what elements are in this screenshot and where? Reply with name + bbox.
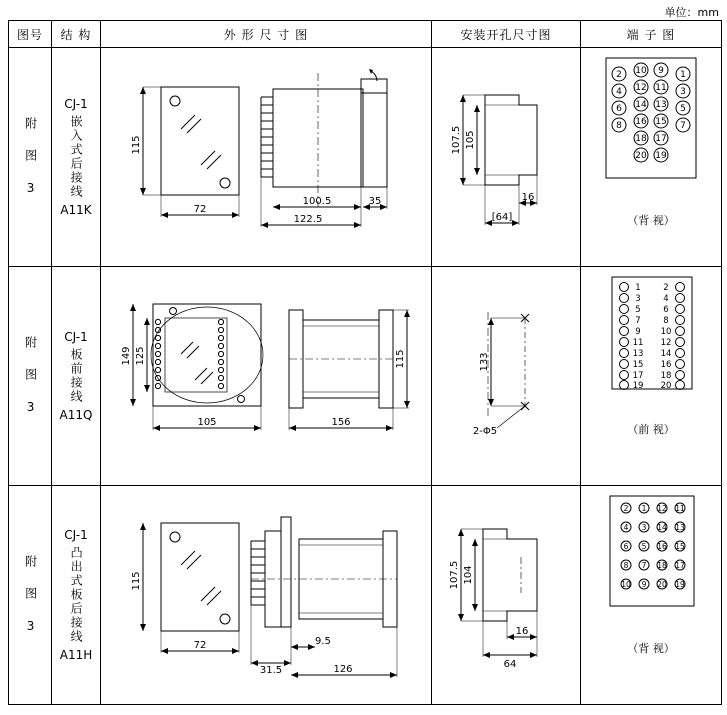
svg-text:100.5: 100.5 xyxy=(302,196,332,208)
svg-text:7: 7 xyxy=(635,316,641,327)
svg-text:16: 16 xyxy=(657,542,667,552)
svg-text:2-Φ5: 2-Φ5 xyxy=(472,426,498,438)
row-2-structure-text: 板前接线 xyxy=(69,348,84,405)
svg-text:6: 6 xyxy=(663,305,669,316)
header-col-struct: 结 构 xyxy=(52,21,101,48)
row-3-terminal-view-label: （背 视） xyxy=(627,642,675,656)
svg-text:8: 8 xyxy=(623,561,629,571)
header-col-no: 图号 xyxy=(9,21,52,48)
svg-text:15: 15 xyxy=(632,360,644,371)
row-1-model: CJ-1 xyxy=(64,97,88,112)
row-3-dimension-drawing xyxy=(101,486,432,705)
row-3-structure-text: 凸出式板后接线 xyxy=(69,546,84,645)
svg-text:9: 9 xyxy=(641,580,647,590)
svg-text:1: 1 xyxy=(635,283,641,294)
row-2-terminal-view-label: （前 视） xyxy=(627,423,675,437)
svg-text:31.5: 31.5 xyxy=(259,665,283,677)
svg-text:133: 133 xyxy=(479,352,490,372)
svg-text:20: 20 xyxy=(660,381,672,392)
table-row xyxy=(9,486,722,705)
svg-text:17: 17 xyxy=(632,371,644,382)
row-2-terminal-diagram xyxy=(581,267,722,486)
svg-text:3: 3 xyxy=(635,294,641,305)
svg-text:13: 13 xyxy=(675,523,685,533)
header-col-terminal: 端 子 图 xyxy=(581,21,722,48)
svg-text:3: 3 xyxy=(641,523,647,533)
svg-text:8: 8 xyxy=(663,316,669,327)
svg-text:9: 9 xyxy=(658,66,664,77)
row-1-structure-text: 嵌入式后接线 xyxy=(69,115,84,200)
svg-text:122.5: 122.5 xyxy=(293,214,323,226)
row-2-model: CJ-1 xyxy=(64,330,88,345)
svg-text:18: 18 xyxy=(657,561,667,571)
svg-text:18: 18 xyxy=(660,371,672,382)
svg-text:16: 16 xyxy=(660,360,672,371)
svg-text:12: 12 xyxy=(635,83,647,94)
svg-text:115: 115 xyxy=(131,571,142,591)
svg-text:7: 7 xyxy=(680,121,686,132)
spec-table xyxy=(8,20,722,705)
svg-text:18: 18 xyxy=(635,134,647,145)
svg-text:2: 2 xyxy=(663,283,669,294)
row-1-dimension-drawing xyxy=(101,48,432,267)
row-1-structure-code: A11K xyxy=(60,203,92,218)
row-3-figure-no-text: 附 图 3 xyxy=(23,554,38,636)
row-3-structure-code: A11H xyxy=(59,648,93,663)
svg-text:115: 115 xyxy=(131,135,142,155)
svg-text:4: 4 xyxy=(616,87,622,98)
row-3-hole-drawing xyxy=(432,486,581,705)
svg-text:115: 115 xyxy=(395,349,406,369)
row-2-hole-drawing xyxy=(432,267,581,486)
row-2-structure xyxy=(52,267,101,486)
header-col-hole: 安装开孔尺寸图 xyxy=(432,21,581,48)
header-col-dimension: 外 形 尺 寸 图 xyxy=(101,21,432,48)
svg-text:14: 14 xyxy=(657,523,667,533)
row-3-figure-no xyxy=(9,486,52,705)
svg-text:20: 20 xyxy=(657,580,667,590)
svg-text:10: 10 xyxy=(621,580,631,590)
svg-text:1: 1 xyxy=(641,504,647,514)
svg-text:72: 72 xyxy=(193,204,207,216)
svg-text:11: 11 xyxy=(655,83,667,94)
svg-text:16: 16 xyxy=(515,626,529,638)
svg-text:9.5: 9.5 xyxy=(315,636,331,648)
svg-text:64: 64 xyxy=(503,659,517,671)
svg-text:20: 20 xyxy=(635,151,647,162)
svg-text:5: 5 xyxy=(680,104,686,115)
svg-text:12: 12 xyxy=(660,338,672,349)
svg-text:17: 17 xyxy=(655,134,667,145)
table-row xyxy=(9,267,722,486)
table-row xyxy=(9,48,722,267)
table-header-row xyxy=(9,21,722,48)
svg-text:12: 12 xyxy=(657,504,667,514)
svg-text:6: 6 xyxy=(616,104,622,115)
svg-text:104: 104 xyxy=(463,565,474,585)
svg-text:9: 9 xyxy=(635,327,641,338)
row-2-figure-no-text: 附 图 3 xyxy=(23,335,38,417)
svg-text:107.5: 107.5 xyxy=(451,126,462,155)
svg-text:7: 7 xyxy=(641,561,647,571)
svg-text:4: 4 xyxy=(663,294,669,305)
svg-text:14: 14 xyxy=(660,349,672,360)
unit-label: 单位：mm xyxy=(664,6,719,19)
svg-text:11: 11 xyxy=(675,504,685,514)
row-1-figure-no-text: 附 图 3 xyxy=(23,116,38,198)
svg-text:149: 149 xyxy=(121,346,132,366)
svg-text:72: 72 xyxy=(193,640,207,652)
svg-text:19: 19 xyxy=(632,381,644,392)
svg-text:3: 3 xyxy=(680,87,686,98)
svg-text:13: 13 xyxy=(655,100,667,111)
svg-text:16: 16 xyxy=(635,117,647,128)
row-3-structure xyxy=(52,486,101,705)
row-1-figure-no xyxy=(9,48,52,267)
row-1-terminal-diagram xyxy=(581,48,722,267)
row-1-hole-drawing xyxy=(432,48,581,267)
svg-text:156: 156 xyxy=(331,417,351,429)
svg-text:105: 105 xyxy=(465,130,476,150)
svg-text:13: 13 xyxy=(632,349,644,360)
svg-text:17: 17 xyxy=(675,561,685,571)
svg-text:5: 5 xyxy=(641,542,647,552)
row-2-figure-no xyxy=(9,267,52,486)
svg-text:10: 10 xyxy=(635,66,647,77)
svg-text:2: 2 xyxy=(616,70,622,81)
svg-text:[64]: [64] xyxy=(491,212,513,224)
svg-text:19: 19 xyxy=(675,580,685,590)
svg-text:5: 5 xyxy=(635,305,641,316)
svg-text:8: 8 xyxy=(616,121,622,132)
svg-text:10: 10 xyxy=(660,327,672,338)
svg-text:107.5: 107.5 xyxy=(449,560,460,590)
svg-text:4: 4 xyxy=(623,523,629,533)
row-3-model: CJ-1 xyxy=(64,527,88,542)
svg-text:125: 125 xyxy=(135,346,146,366)
svg-text:19: 19 xyxy=(655,151,667,162)
svg-text:105: 105 xyxy=(197,417,217,429)
svg-text:1: 1 xyxy=(680,70,686,81)
svg-text:6: 6 xyxy=(623,542,629,552)
svg-text:14: 14 xyxy=(635,100,647,111)
svg-text:15: 15 xyxy=(675,542,685,552)
svg-text:15: 15 xyxy=(655,117,667,128)
svg-text:2: 2 xyxy=(623,504,629,514)
row-1-terminal-view-label: （背 视） xyxy=(627,214,675,228)
svg-text:35: 35 xyxy=(368,196,382,208)
svg-text:16: 16 xyxy=(521,192,535,204)
row-2-structure-code: A11Q xyxy=(59,408,93,423)
svg-text:11: 11 xyxy=(632,338,644,349)
row-1-structure xyxy=(52,48,101,267)
svg-text:126: 126 xyxy=(333,664,353,676)
row-3-terminal-diagram xyxy=(581,486,722,705)
row-2-dimension-drawing xyxy=(101,267,432,486)
